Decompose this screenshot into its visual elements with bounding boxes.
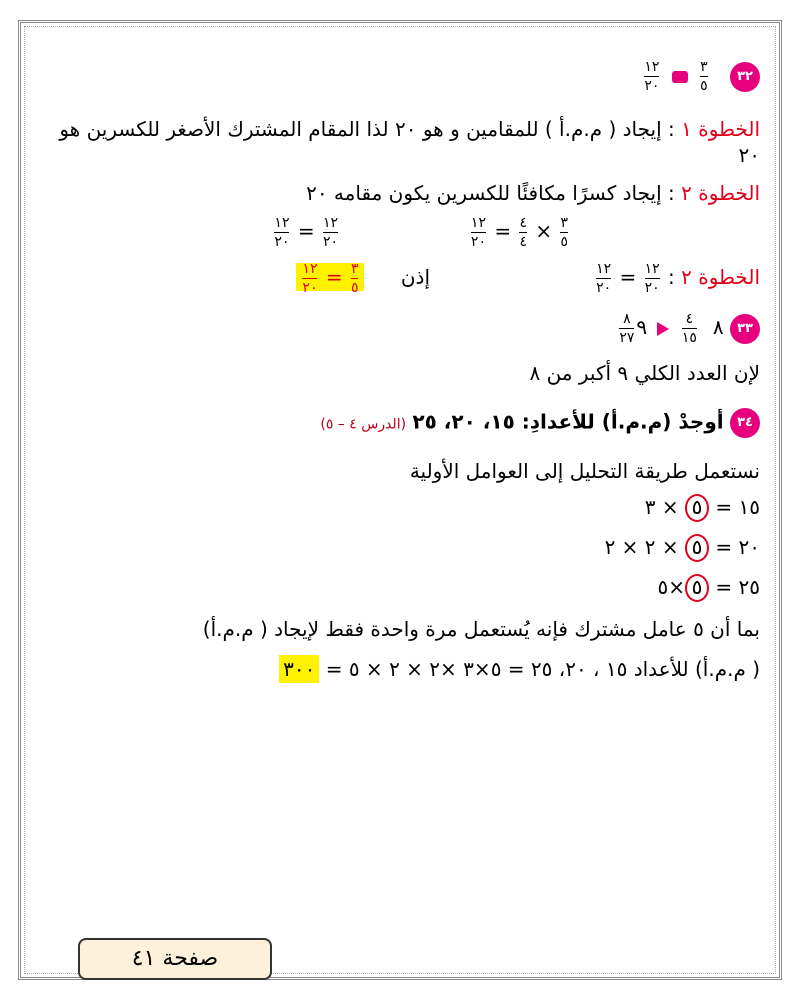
fraction: $\frac{٣}{٥}$ <box>350 261 359 296</box>
fraction: $\frac{٤}{١٥}$ <box>681 311 697 346</box>
page-number-box <box>78 938 272 980</box>
q32-conclusion <box>296 262 430 295</box>
q32-header <box>642 60 760 93</box>
whole-number: ٩ <box>636 315 648 339</box>
q32-step3: الخطوة ٢ : $\frac{١٢}{٢٠}$ = $\frac{١٢}{٢٠}$ <box>596 261 760 296</box>
question-number-badge: ٣٣ <box>730 314 760 344</box>
q33-reason: لإن العدد الكلي ٩ أكبر من ٨ <box>529 361 760 385</box>
step-text: : إيجاد ( م.م.أ ) للمقامين و هو ٢٠ لذا المقام المشترك الأصغر للكسرين هو <box>59 117 682 141</box>
fraction: $\frac{١٢}{٢٠}$ <box>644 59 660 94</box>
step-label: الخطوة ١ <box>681 117 760 141</box>
q32-step1 <box>59 116 760 142</box>
factor-row: ٢٠ = ٥ × ٢ × ٢ <box>605 534 760 562</box>
step-label: الخطوة ٢ <box>681 181 760 205</box>
step-label: الخطوة ٢ <box>681 265 760 289</box>
q32-step2 <box>306 180 760 206</box>
whole-number: ٨ <box>712 315 724 339</box>
then-label: إذن <box>400 265 430 289</box>
factor-row: ٢٥ = ٥×٥ <box>658 574 760 602</box>
lesson-reference: (الدرس ٤ – ٥) <box>320 416 407 433</box>
q32-step1-cont <box>739 142 760 168</box>
q34-final <box>279 656 760 682</box>
circled-factor: ٥ <box>685 534 709 562</box>
fraction: $\frac{١٢}{٢٠}$ <box>274 215 290 250</box>
step-text: ٢٠ <box>738 143 760 167</box>
circled-factor: ٥ <box>685 574 709 602</box>
fraction: $\frac{٣}{٥}$ <box>700 59 708 94</box>
fraction: $\frac{١٢}{٢٠}$ <box>302 261 318 296</box>
final-answer: ٣٠٠ <box>279 655 319 683</box>
factor-row: ١٥ = ٥ × ٣ <box>645 494 760 522</box>
q33-header <box>617 312 760 345</box>
fraction: $\frac{٣}{٥}$ <box>560 215 568 250</box>
equal-sign-icon <box>672 71 688 83</box>
question-number-badge: ٣٤ <box>730 408 760 438</box>
equation-b: $\frac{١٢}{٢٠}$ = $\frac{١٢}{٢٠}$ <box>274 215 338 250</box>
highlighted-result: $\frac{٣}{٥}$ = $\frac{١٢}{٢٠}$ <box>296 263 364 291</box>
fraction: $\frac{١٢}{٢٠}$ <box>470 215 486 250</box>
q34-header <box>320 408 760 438</box>
q34-note: بما أن ٥ عامل مشترك فإنه يُستعمل مرة واحدة فقط لإيجاد ( م.م.أ) <box>202 617 760 641</box>
equation-a: $\frac{٣}{٥}$ × $\frac{٤}{٤}$ = $\frac{١٢}{٢٠}$ <box>470 215 568 250</box>
fraction: $\frac{١٢}{٢٠}$ <box>596 261 612 296</box>
question-title: أوجدْ (م.م.أ) للأعدادِ: ١٥، ٢٠، ٢٥ <box>412 409 724 434</box>
page-number: صفحة ٤١ <box>131 946 219 971</box>
final-expression: ( م.م.أ) للأعداد ١٥ ، ٢٠، ٢٥ = ٥×٣ ×٢ × ٢ × ٥ = <box>319 657 760 681</box>
greater-than-icon <box>657 322 669 336</box>
q34-method: نستعمل طريقة التحليل إلى العوامل الأولية <box>409 459 760 483</box>
fraction: $\frac{٤}{٤}$ <box>519 215 527 250</box>
fraction: $\frac{٨}{٢٧}$ <box>619 311 635 346</box>
step-separator: : <box>661 265 682 289</box>
step-text: : إيجاد كسرًا مكافئًا للكسرين يكون مقامه ٢٠ <box>306 181 682 205</box>
circled-factor: ٥ <box>685 494 709 522</box>
fraction: $\frac{١٢}{٢٠}$ <box>644 261 660 296</box>
question-number-badge: ٣٢ <box>730 62 760 92</box>
fraction: $\frac{١٢}{٢٠}$ <box>322 215 338 250</box>
